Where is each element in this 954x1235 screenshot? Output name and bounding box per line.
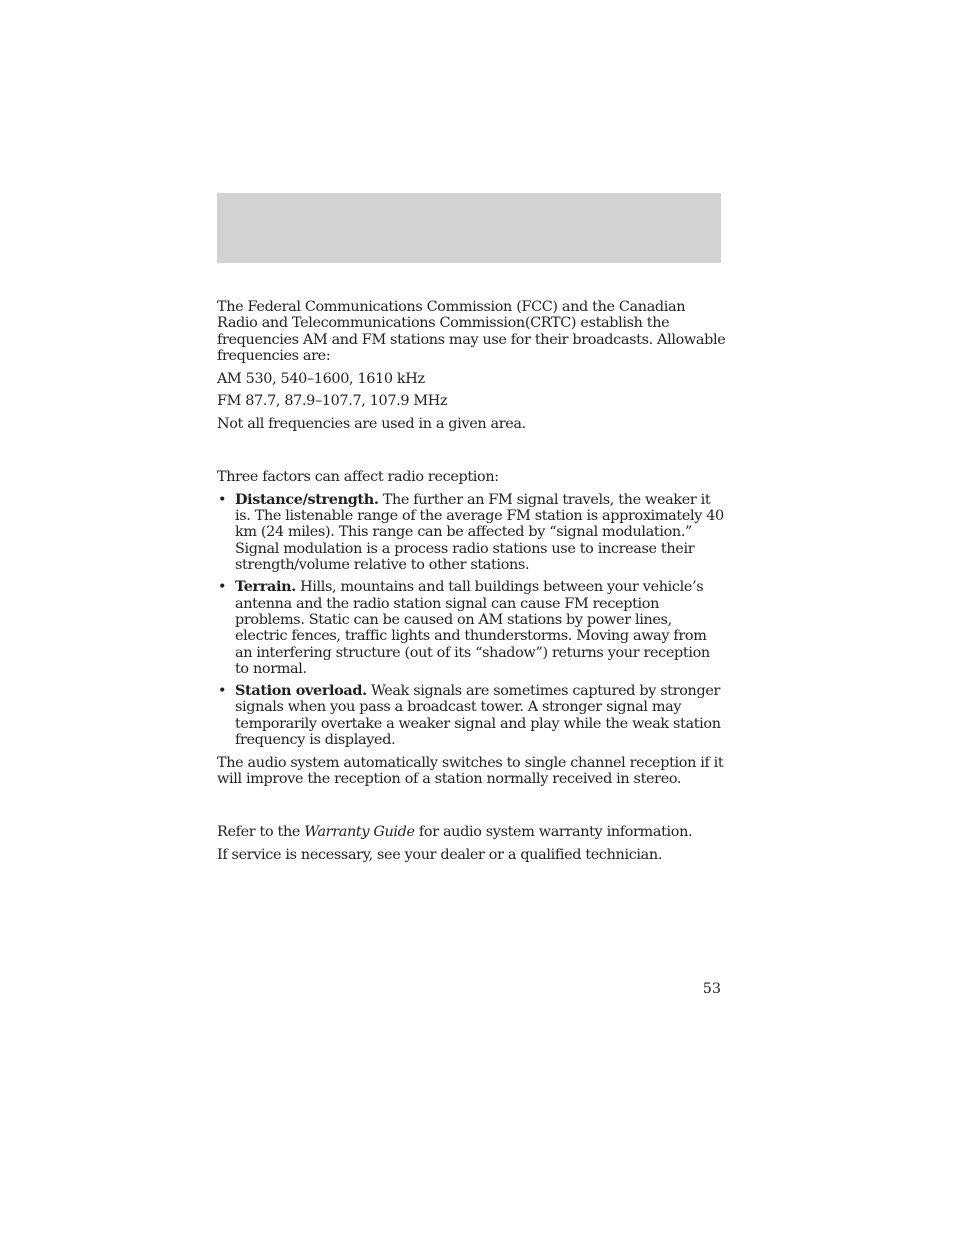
am-frequency-range: AM 530, 540–1600, 1610 kHz <box>217 370 425 387</box>
warranty-note-after: for audio system warranty information. <box>414 823 693 840</box>
dealer-note: If service is necessary, see your dealer or a qualified technician. <box>217 846 663 863</box>
frequencies-intro: The Federal Communications Commission (FCC) and the Canadian Radio and Telecommunications Commission(CRTC) establish the frequencies AM and FM stations may use for their broadcasts. Allowable frequencies are: <box>217 299 726 364</box>
factor-text: Hills, mountains and tall buildings between your vehicle’s antenna and the radio station signal can cause FM reception problems. Static can be caused on AM stations by power lines, electric fences, traffic lights and thunderstorms. Moving away from an interfering structure (out of its “shadow”) returns your reception to normal. <box>235 579 710 677</box>
page-content <box>217 299 727 870</box>
factor-term: Terrain. <box>235 578 296 596</box>
list-item <box>217 683 727 748</box>
factor-term: Station overload. <box>235 682 367 700</box>
factor-term: Distance/strength. <box>235 490 379 508</box>
reception-factor-list <box>217 492 727 748</box>
factor-text: The further an FM signal travels, the weaker it is. The listenable range of the average FM station is approximately 40 km (24 miles). This range can be affected by “signal modulation.” Signal modulation is a process radio stations use to increase their strength/volume relative to other stations. <box>235 491 724 574</box>
fm-frequency-range: FM 87.7, 87.9–107.7, 107.9 MHz <box>217 393 448 410</box>
bullet-icon: • <box>218 683 227 700</box>
bullet-icon: • <box>218 579 227 596</box>
section-spacer <box>217 794 727 824</box>
mono-reception-note: The audio system automatically switches to single channel reception if it will improve the reception of a station normally received in stereo. <box>217 754 724 788</box>
bullet-icon: • <box>218 491 227 508</box>
section-spacer <box>217 439 727 469</box>
warranty-guide-title: Warranty Guide <box>304 823 415 840</box>
section-header-band <box>217 193 721 263</box>
warranty-note-before: Refer to the <box>217 823 305 840</box>
frequencies-note: Not all frequencies are used in a given area. <box>217 416 526 433</box>
factor-text: Weak signals are sometimes captured by stronger signals when you pass a broadcast tower. A stronger signal may temporarily overtake a weaker signal and play while the weak station frequency is displayed. <box>235 683 721 749</box>
warranty-note <box>217 824 727 840</box>
reception-intro: Three factors can affect radio reception: <box>217 469 499 486</box>
list-item <box>217 492 727 573</box>
list-item <box>217 579 727 677</box>
page-number: 53 <box>702 981 721 997</box>
